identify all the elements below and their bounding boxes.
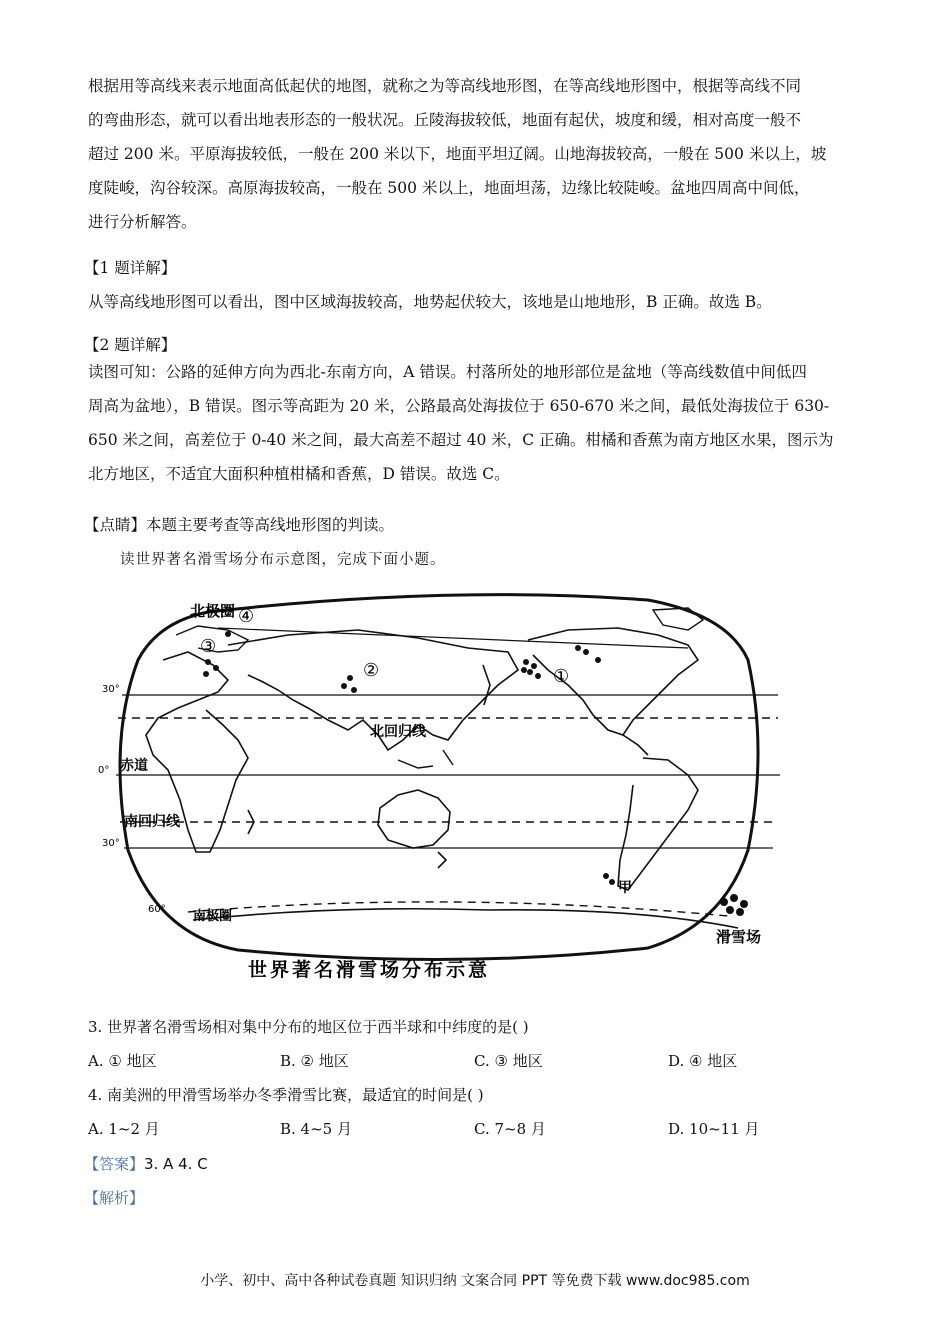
q4-option-a[interactable]: A. 1~2 月: [88, 1120, 160, 1138]
map-caption: 世界著名滑雪场分布示意: [248, 959, 491, 981]
tip-text: 【点睛】本题主要考查等高线地形图的判读。: [84, 516, 395, 534]
tropic-cancer-label: 北回归线: [370, 724, 426, 740]
q2-detail-line: 北方地区，不适宜大面积种植柑橘和香蕉，D 错误。故选 C。: [88, 465, 510, 483]
antarctica-outline: [193, 909, 738, 928]
question-4-stem: 4. 南美洲的甲滑雪场举办冬季滑雪比赛，最适宜的时间是( ): [88, 1086, 484, 1104]
region-marker-4: ④: [238, 606, 255, 627]
answer-tag: 【答案】: [84, 1155, 145, 1173]
analysis-tag: 【解析】: [84, 1189, 145, 1207]
q2-detail-heading: 【2 题详解】: [84, 336, 177, 354]
q4-option-b[interactable]: B. 4~5 月: [280, 1120, 352, 1138]
map-svg: [88, 590, 808, 985]
ski-cluster-region-4: [225, 631, 231, 637]
ski-cluster-north-america-east: [575, 645, 601, 663]
page-footer: 小学、初中、高中各种试卷真题 知识归纳 文案合同 PPT 等免费下载 www.doc985.com: [200, 1273, 750, 1289]
q2-detail-line: 读图可知：公路的延伸方向为西北-东南方向，A 错误。村落所处的地形部位是盆地（等高线数值中间低四: [88, 363, 807, 381]
lat-label-30s: 30°: [102, 838, 120, 849]
q1-detail-text: 从等高线地形图可以看出，图中区域海拔较高，地势起伏较大，该地是山地地形，B 正确。故选 B。: [88, 293, 772, 311]
ski-resort-map: [88, 590, 808, 985]
jia-label: 甲: [618, 880, 632, 896]
tropic-capricorn-label: 南回归线: [124, 814, 180, 830]
ski-cluster-jia: [603, 873, 615, 885]
q2-detail-line: 650 米之间，高差位于 0-40 米之间，最大高差不超过 40 米，C 正确。柑橘和香蕉为南方地区水果，图示为: [88, 431, 834, 449]
q3-option-a[interactable]: A. ① 地区: [88, 1052, 157, 1070]
ski-cluster-region-1: [521, 659, 541, 679]
explanation-line: 超过 200 米。平原海拔较低，一般在 200 米以下，地面平坦辽阔。山地海拔较高，一般在 500 米以上，坡: [88, 145, 827, 163]
arctic-label: 北极圈: [190, 602, 236, 620]
section-intro: 读世界著名滑雪场分布示意图，完成下面小题。: [120, 552, 446, 568]
q3-option-c[interactable]: C. ③ 地区: [474, 1052, 543, 1070]
answer-row: [84, 1153, 208, 1174]
q3-option-d[interactable]: D. ④ 地区: [668, 1052, 738, 1070]
equator-label: 赤道: [120, 758, 148, 774]
lat-label-60s: 60°: [148, 904, 166, 915]
philippines-outline: [443, 750, 453, 765]
q2-detail-line: 周高为盆地），B 错误。图示等高距为 20 米，公路最高处海拔位于 650-670 米之间，最低处海拔位于 630-: [88, 397, 830, 415]
antarctic-label: 南极圈: [193, 909, 233, 924]
explanation-line: 进行分析解答。: [88, 213, 197, 231]
central-america-outline: [623, 735, 648, 755]
q4-option-c[interactable]: C. 7~8 月: [474, 1120, 546, 1138]
south-america-outline: [618, 758, 698, 890]
greenland-outline: [653, 608, 703, 630]
q3-option-b[interactable]: B. ② 地区: [280, 1052, 349, 1070]
ski-cluster-region-2: [341, 675, 357, 693]
new-zealand-outline: [438, 852, 446, 868]
explanation-line: 度陡峻，沟谷较深。高原海拔较高，一般在 500 米以上，地面坦荡，边缘比较陡峻。盆地四周高中间低，: [88, 179, 810, 197]
legend-label: 滑雪场: [716, 928, 762, 946]
region-marker-2: ②: [363, 660, 380, 681]
indonesia-outline: [398, 760, 433, 768]
region-marker-3: ③: [200, 636, 217, 657]
answer-value: 3. A 4. C: [144, 1155, 208, 1173]
q4-option-d[interactable]: D. 10~11 月: [668, 1120, 760, 1138]
region-marker-1: ①: [553, 666, 570, 687]
question-3-stem: 3. 世界著名滑雪场相对集中分布的地区位于西半球和中纬度的是( ): [88, 1018, 529, 1036]
explanation-line: 的弯曲形态，就可以看出地表形态的一般状况。丘陵海拔较低，地面有起伏，坡度和缓，相对高度一般不: [88, 111, 802, 129]
australia-outline: [378, 790, 450, 848]
q1-detail-heading: 【1 题详解】: [84, 259, 177, 277]
lat-label-30n: 30°: [102, 684, 120, 695]
explanation-line: 根据用等高线来表示地面高低起伏的地图，就称之为等高线地形图，在等高线地形图中，根据等高线不同: [88, 77, 802, 95]
ski-cluster-region-3: [203, 659, 219, 677]
lat-label-0: 0°: [98, 765, 110, 776]
